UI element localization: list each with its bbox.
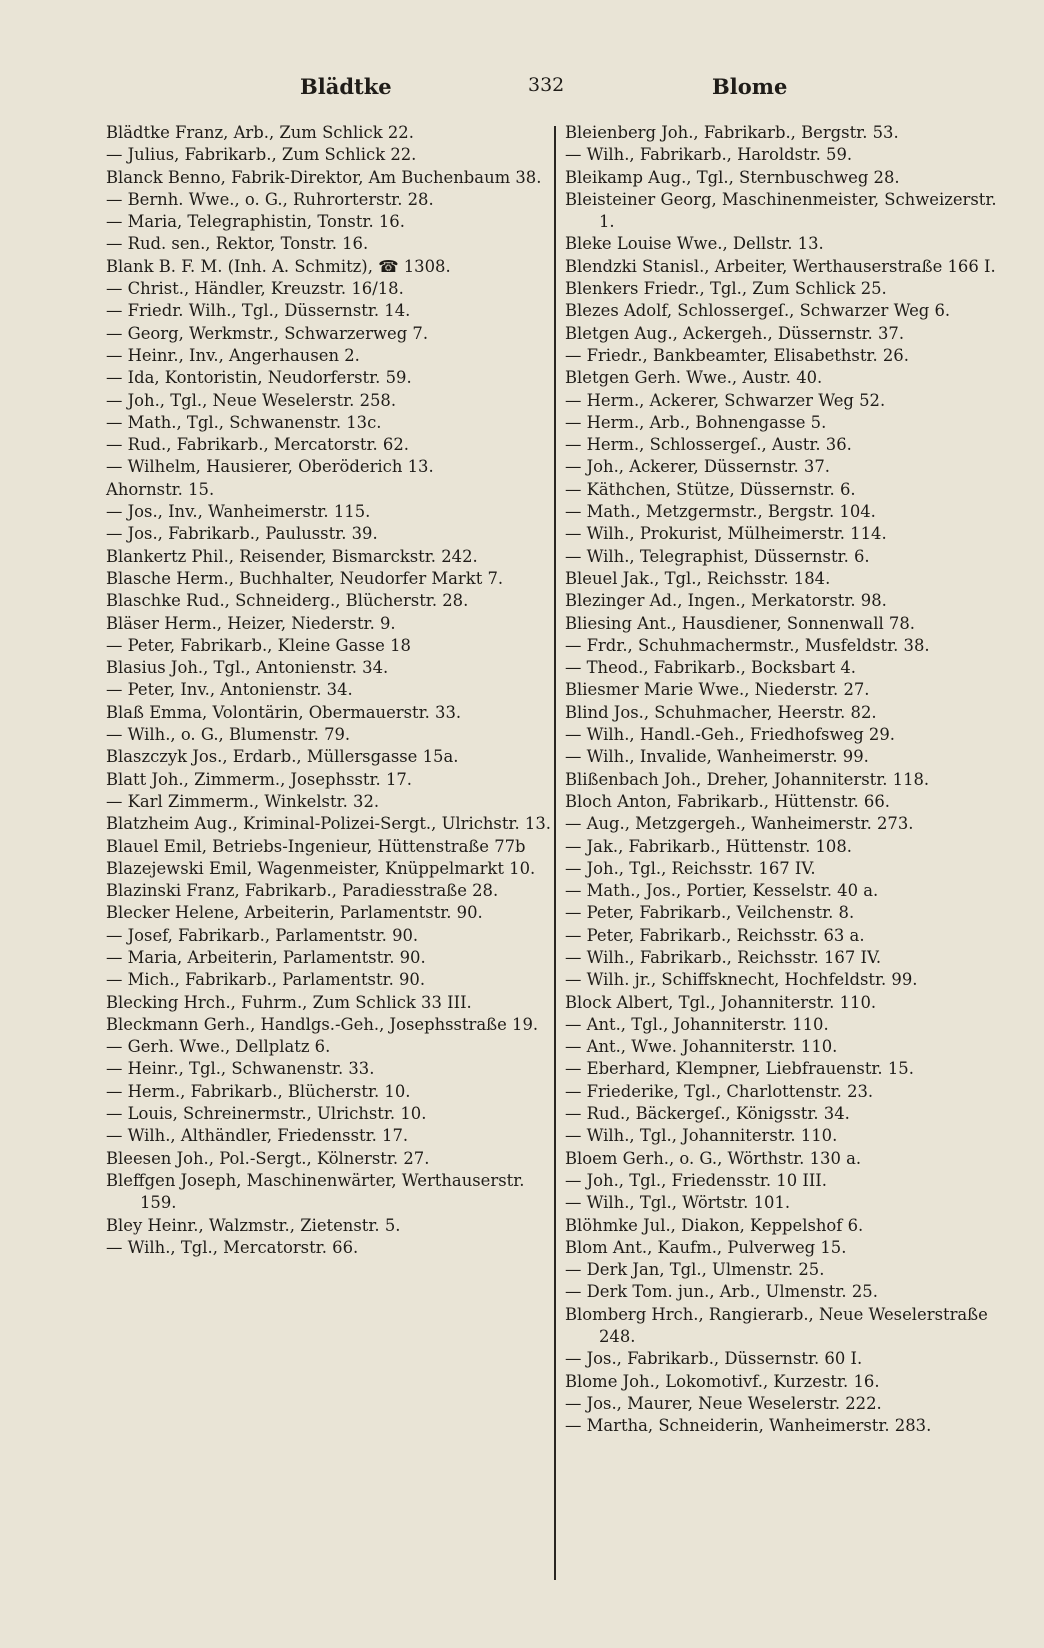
directory-entry: Bläser Herm., Heizer, Niederstr. 9. bbox=[106, 613, 396, 633]
directory-entry: — Mich., Fabrikarb., Parlamentstr. 90. bbox=[106, 970, 426, 990]
directory-entry: — Wilhelm, Hausierer, Oberöderich 13. bbox=[106, 457, 434, 477]
directory-entry: — Joh., Tgl., Neue Weselerstr. 258. bbox=[106, 390, 397, 410]
directory-entry: — Maria, Arbeiterin, Parlamentstr. 90. bbox=[106, 947, 426, 967]
directory-entry: Ahornstr. 15. bbox=[106, 479, 215, 499]
directory-entry: — Joh., Tgl., Reichsstr. 167 IV. bbox=[565, 858, 816, 878]
directory-entry: — Wilh., Althändler, Friedensstr. 17. bbox=[106, 1126, 409, 1146]
directory-entry: Blome Joh., Lokomotivf., Kurzestr. 16. bbox=[565, 1371, 880, 1391]
directory-entry: Blauel Emil, Betriebs-Ingenieur, Hüttenstraße 77b bbox=[106, 836, 526, 856]
directory-entry: — Wilh., Prokurist, Mülheimerstr. 114. bbox=[565, 524, 887, 544]
directory-entry: — Louis, Schreinermstr., Ulrichstr. 10. bbox=[106, 1104, 427, 1124]
directory-entry: — Jak., Fabrikarb., Hüttenstr. 108. bbox=[565, 836, 852, 856]
directory-entry: Blecking Hrch., Fuhrm., Zum Schlick 33 III. bbox=[106, 992, 472, 1012]
page-number: 332 bbox=[528, 74, 565, 96]
directory-entry: Blenkers Friedr., Tgl., Zum Schlick 25. bbox=[565, 279, 887, 299]
directory-entry: Blezinger Ad., Ingen., Merkatorstr. 98. bbox=[565, 591, 887, 611]
directory-entry: Blädtke Franz, Arb., Zum Schlick 22. bbox=[106, 123, 414, 142]
directory-entry: Bliesing Ant., Hausdiener, Sonnenwall 78. bbox=[565, 613, 915, 633]
directory-entry: — Peter, Fabrikarb., Kleine Gasse 18 bbox=[106, 635, 411, 655]
directory-entry: — Gerh. Wwe., Dellplatz 6. bbox=[106, 1037, 331, 1057]
directory-entry: — Friedr., Bankbeamter, Elisabethstr. 26. bbox=[565, 345, 909, 365]
column-divider bbox=[554, 126, 556, 1580]
directory-entry: — Math., Metzgermstr., Bergstr. 104. bbox=[565, 502, 876, 522]
directory-entry: — Heinr., Tgl., Schwanenstr. 33. bbox=[106, 1059, 375, 1079]
directory-entry: — Herm., Ackerer, Schwarzer Weg 52. bbox=[565, 390, 886, 410]
directory-entry: — Bernh. Wwe., o. G., Ruhrorterstr. 28. bbox=[106, 189, 434, 209]
directory-entry: — Frdr., Schuhmachermstr., Musfeldstr. 38. bbox=[565, 635, 930, 655]
directory-entry: — Derk Tom. jun., Arb., Ulmenstr. 25. bbox=[565, 1282, 878, 1302]
directory-entry: — Friedr. Wilh., Tgl., Düssernstr. 14. bbox=[106, 301, 411, 321]
directory-entry: Bleke Louise Wwe., Dellstr. 13. bbox=[565, 234, 824, 254]
directory-entry: — Heinr., Inv., Angerhausen 2. bbox=[106, 345, 360, 365]
directory-entry: — Wilh., Fabrikarb., Haroldstr. 59. bbox=[565, 145, 853, 165]
directory-entry: Bleuel Jak., Tgl., Reichsstr. 184. bbox=[565, 568, 831, 588]
directory-entry: — Wilh., Tgl., Johanniterstr. 110. bbox=[565, 1126, 838, 1146]
directory-entry: — Jos., Fabrikarb., Paulusstr. 39. bbox=[106, 524, 378, 544]
directory-entry: — Ant., Wwe. Johanniterstr. 110. bbox=[565, 1037, 838, 1057]
directory-entry: Bletgen Gerh. Wwe., Austr. 40. bbox=[565, 368, 823, 388]
directory-entry: — Derk Jan, Tgl., Ulmenstr. 25. bbox=[565, 1260, 825, 1280]
directory-entry: — Georg, Werkmstr., Schwarzerweg 7. bbox=[106, 323, 429, 343]
directory-entry: — Peter, Inv., Antonienstr. 34. bbox=[106, 680, 353, 700]
directory-entry: Blatzheim Aug., Kriminal-Polizei-Sergt., Ulrichstr. 13. bbox=[106, 814, 551, 834]
directory-entry: Blendzki Stanisl., Arbeiter, Werthauserstraße 166 I. bbox=[565, 256, 996, 276]
directory-entry: Blom Ant., Kaufm., Pulverweg 15. bbox=[565, 1237, 847, 1257]
directory-entry: Blecker Helene, Arbeiterin, Parlamentstr. 90. bbox=[106, 903, 483, 923]
directory-entry: — Rud., Bäckergeſ., Königsstr. 34. bbox=[565, 1104, 850, 1124]
directory-entry: — Julius, Fabrikarb., Zum Schlick 22. bbox=[106, 145, 417, 165]
directory-entry: — Wilh. jr., Schiffsknecht, Hochfeldstr. 99. bbox=[565, 970, 918, 990]
directory-entry: Bletgen Aug., Ackergeh., Düssernstr. 37. bbox=[565, 323, 905, 343]
directory-entry: Blatt Joh., Zimmerm., Josephsstr. 17. bbox=[106, 769, 413, 789]
directory-entry: Bleckmann Gerh., Handlgs.-Geh., Josephsstraße 19. bbox=[106, 1014, 539, 1034]
directory-entry: Bley Heinr., Walzmstr., Zietenstr. 5. bbox=[106, 1215, 401, 1235]
directory-entry: Blank B. F. M. (Inh. A. Schmitz), ☎ 1308. bbox=[106, 256, 451, 276]
directory-entry: — Wilh., o. G., Blumenstr. 79. bbox=[106, 725, 351, 745]
directory-entry: — Jos., Maurer, Neue Weselerstr. 222. bbox=[565, 1393, 882, 1413]
directory-entry: — Joh., Tgl., Friedensstr. 10 III. bbox=[565, 1170, 827, 1190]
directory-entry: — Herm., Fabrikarb., Blücherstr. 10. bbox=[106, 1081, 411, 1101]
directory-entry: — Wilh., Telegraphist, Düssernstr. 6. bbox=[565, 546, 870, 566]
directory-entry: Block Albert, Tgl., Johanniterstr. 110. bbox=[565, 992, 877, 1012]
directory-entry: — Wilh., Tgl., Mercatorstr. 66. bbox=[106, 1237, 359, 1257]
directory-entry: — Josef, Fabrikarb., Parlamentstr. 90. bbox=[106, 925, 419, 945]
page-header bbox=[0, 74, 1044, 106]
directory-entry: Blasius Joh., Tgl., Antonienstr. 34. bbox=[106, 658, 389, 678]
directory-entry: — Christ., Händler, Kreuzstr. 16/18. bbox=[106, 279, 404, 299]
directory-entry: Bleesen Joh., Pol.-Sergt., Kölnerstr. 27. bbox=[106, 1148, 430, 1168]
directory-entry: — Peter, Fabrikarb., Reichsstr. 63 a. bbox=[565, 925, 865, 945]
directory-entry: — Peter, Fabrikarb., Veilchenstr. 8. bbox=[565, 903, 855, 923]
directory-entry: Blasche Herm., Buchhalter, Neudorfer Markt 7. bbox=[106, 568, 504, 588]
directory-entry: Bleienberg Joh., Fabrikarb., Bergstr. 53. bbox=[565, 123, 899, 142]
directory-entry: Blaschke Rud., Schneiderg., Blücherstr. 28. bbox=[106, 591, 469, 611]
directory-entry: — Theod., Fabrikarb., Bocksbart 4. bbox=[565, 658, 857, 678]
directory-entry: — Karl Zimmerm., Winkelstr. 32. bbox=[106, 791, 380, 811]
directory-entry: — Herm., Schlossergeſ., Austr. 36. bbox=[565, 435, 852, 455]
directory-entry: — Friederike, Tgl., Charlottenstr. 23. bbox=[565, 1081, 874, 1101]
directory-entry: — Wilh., Invalide, Wanheimerstr. 99. bbox=[565, 747, 869, 767]
directory-entry: Blaszczyk Jos., Erdarb., Müllersgasse 15a. bbox=[106, 747, 459, 767]
directory-entry: Blind Jos., Schuhmacher, Heerstr. 82. bbox=[565, 702, 877, 722]
directory-entry: — Rud., Fabrikarb., Mercatorstr. 62. bbox=[106, 435, 409, 455]
directory-entry: — Math., Tgl., Schwanenstr. 13c. bbox=[106, 412, 382, 432]
directory-entry: Blazejewski Emil, Wagenmeister, Knüppelmarkt 10. bbox=[106, 858, 536, 878]
directory-entry: — Jos., Inv., Wanheimerstr. 115. bbox=[106, 502, 371, 522]
directory-entry: — Jos., Fabrikarb., Düssernstr. 60 I. bbox=[565, 1349, 863, 1369]
directory-entry: — Eberhard, Klempner, Liebfrauenstr. 15. bbox=[565, 1059, 914, 1079]
directory-entry: — Herm., Arb., Bohnengasse 5. bbox=[565, 412, 827, 432]
directory-entry: — Joh., Ackerer, Düssernstr. 37. bbox=[565, 457, 830, 477]
directory-entry: Blomberg Hrch., Rangierarb., Neue Weselerstraße 248. bbox=[565, 1304, 988, 1347]
directory-entry: Blanck Benno, Fabrik-Direktor, Am Buchenbaum 38. bbox=[106, 167, 542, 187]
directory-entry: Bleikamp Aug., Tgl., Sternbuschweg 28. bbox=[565, 167, 900, 187]
directory-entry: — Aug., Metzgergeh., Wanheimerstr. 273. bbox=[565, 814, 914, 834]
directory-entry: — Ida, Kontoristin, Neudorferstr. 59. bbox=[106, 368, 412, 388]
directory-entry: — Ant., Tgl., Johanniterstr. 110. bbox=[565, 1014, 829, 1034]
directory-entry: Bliesmer Marie Wwe., Niederstr. 27. bbox=[565, 680, 870, 700]
directory-entry: — Martha, Schneiderin, Wanheimerstr. 283. bbox=[565, 1416, 932, 1436]
directory-entry: Bloch Anton, Fabrikarb., Hüttenstr. 66. bbox=[565, 791, 890, 811]
directory-entry: — Käthchen, Stütze, Düssernstr. 6. bbox=[565, 479, 856, 499]
directory-entry: Blißenbach Joh., Dreher, Johanniterstr. 118. bbox=[565, 769, 930, 789]
directory-entry: — Rud. sen., Rektor, Tonstr. 16. bbox=[106, 234, 369, 254]
directory-entry: Blankertz Phil., Reisender, Bismarckstr. 242. bbox=[106, 546, 478, 566]
directory-entry: Blöhmke Jul., Diakon, Keppelshof 6. bbox=[565, 1215, 864, 1235]
directory-entry: — Math., Jos., Portier, Kesselstr. 40 a. bbox=[565, 881, 879, 901]
directory-entry: Bloem Gerh., o. G., Wörthstr. 130 a. bbox=[565, 1148, 862, 1168]
header-right-keyword: Blome bbox=[712, 74, 788, 99]
directory-entry: — Maria, Telegraphistin, Tonstr. 16. bbox=[106, 212, 405, 232]
directory-entry: Blezes Adolf, Schlossergeſ., Schwarzer Weg 6. bbox=[565, 301, 951, 321]
header-left-keyword: Blädtke bbox=[300, 74, 392, 99]
directory-entry: — Wilh., Handl.-Geh., Friedhofsweg 29. bbox=[565, 725, 895, 745]
directory-entry: — Wilh., Fabrikarb., Reichsstr. 167 IV. bbox=[565, 947, 882, 967]
directory-entry: Blaß Emma, Volontärin, Obermauerstr. 33. bbox=[106, 702, 462, 722]
directory-entry: Bleisteiner Georg, Maschinenmeister, Schweizerstr. 1. bbox=[565, 189, 997, 232]
right-column bbox=[565, 122, 1017, 1438]
directory-entry: Bleffgen Joseph, Maschinenwärter, Werthauserstr. 159. bbox=[106, 1170, 525, 1213]
left-column bbox=[106, 122, 551, 1259]
directory-entry: Blazinski Franz, Fabrikarb., Paradiesstraße 28. bbox=[106, 881, 499, 901]
directory-entry: — Wilh., Tgl., Wörtstr. 101. bbox=[565, 1193, 791, 1213]
